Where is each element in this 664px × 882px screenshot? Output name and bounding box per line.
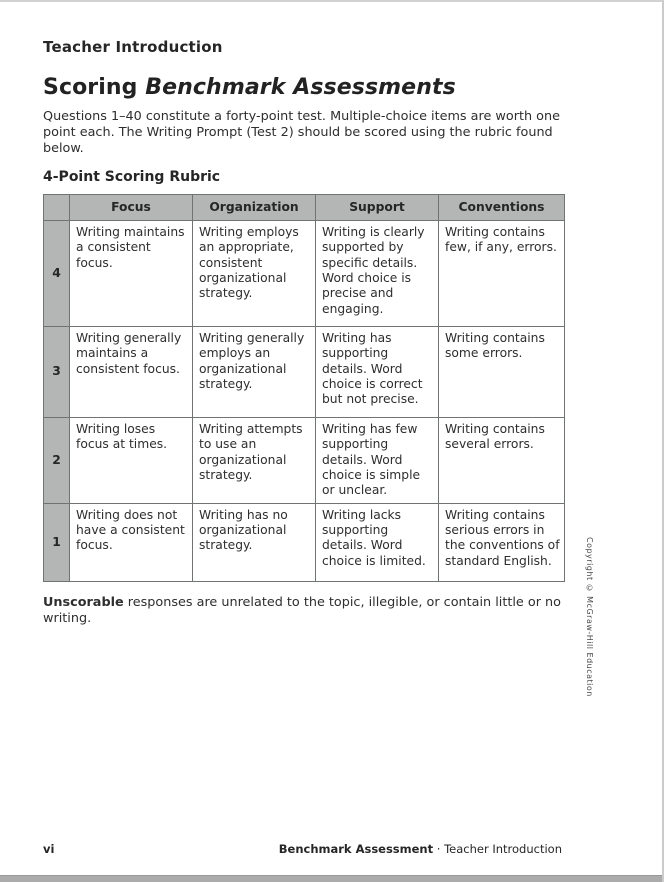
column-header-support: Support [316,194,439,220]
rubric-cell-organization: Writing has no organizational strategy. [193,503,316,581]
footer-separator: · [436,842,441,856]
score-label: 4 [44,220,70,326]
unscorable-note [43,595,565,628]
column-header-organization: Organization [193,194,316,220]
page-title [43,75,565,100]
intro-paragraph: Questions 1–40 constitute a forty-point test. Multiple-choice items are worth one point each. The Writing Prompt (Test 2) should be scored using the rubric found below. [43,109,560,156]
rubric-cell-conventions: Writing contains several errors. [439,417,565,503]
table-row [44,326,565,417]
table-row [44,503,565,581]
rubric-cell-organization: Writing employs an appropriate, consistent organizational strategy. [193,220,316,326]
page-content [43,38,565,641]
rubric-cell-conventions: Writing contains some errors. [439,326,565,417]
score-label: 2 [44,417,70,503]
table-row [44,220,565,326]
rubric-cell-organization: Writing generally employs an organizational strategy. [193,326,316,417]
footer-running-title [279,842,562,856]
rubric-cell-focus: Writing maintains a consistent focus. [70,220,193,326]
page-bottom-edge [0,875,662,882]
rubric-cell-support: Writing has few supporting details. Word choice is simple or unclear. [316,417,439,503]
rubric-cell-conventions: Writing contains serious errors in the conventions of standard English. [439,503,565,581]
rubric-table [43,194,565,582]
rubric-corner-cell [44,194,70,220]
rubric-header-row [44,194,565,220]
unscorable-note-text: responses are unrelated to the topic, illegible, or contain little or no writing. [43,594,561,627]
unscorable-note-keyword: Unscorable [43,594,124,610]
page-footer [43,842,562,856]
page-title-plain: Scoring [43,75,146,100]
footer-book-title: Benchmark Assessment [278,842,434,856]
page-number: vi [43,842,55,856]
rubric-cell-focus: Writing does not have a consistent focus. [70,503,193,581]
rubric-cell-focus: Writing loses focus at times. [70,417,193,503]
column-header-focus: Focus [70,194,193,220]
footer-section: Teacher Introduction [444,842,562,856]
copyright-text: Copyright © McGraw-Hill Education [585,537,594,697]
rubric-cell-support: Writing lacks supporting details. Word choice is limited. [316,503,439,581]
page-title-italic: Benchmark Assessments [145,75,456,100]
rubric-cell-support: Writing is clearly supported by specific details. Word choice is precise and engaging. [316,220,439,326]
rubric-cell-focus: Writing generally maintains a consistent focus. [70,326,193,417]
score-label: 1 [44,503,70,581]
rubric-heading: 4-Point Scoring Rubric [43,168,221,185]
rubric-cell-conventions: Writing contains few, if any, errors. [439,220,565,326]
column-header-conventions: Conventions [439,194,565,220]
rubric-cell-organization: Writing attempts to use an organizational strategy. [193,417,316,503]
section-label: Teacher Introduction [43,38,223,56]
score-label: 3 [44,326,70,417]
rubric-cell-support: Writing has supporting details. Word choice is correct but not precise. [316,326,439,417]
table-row [44,417,565,503]
